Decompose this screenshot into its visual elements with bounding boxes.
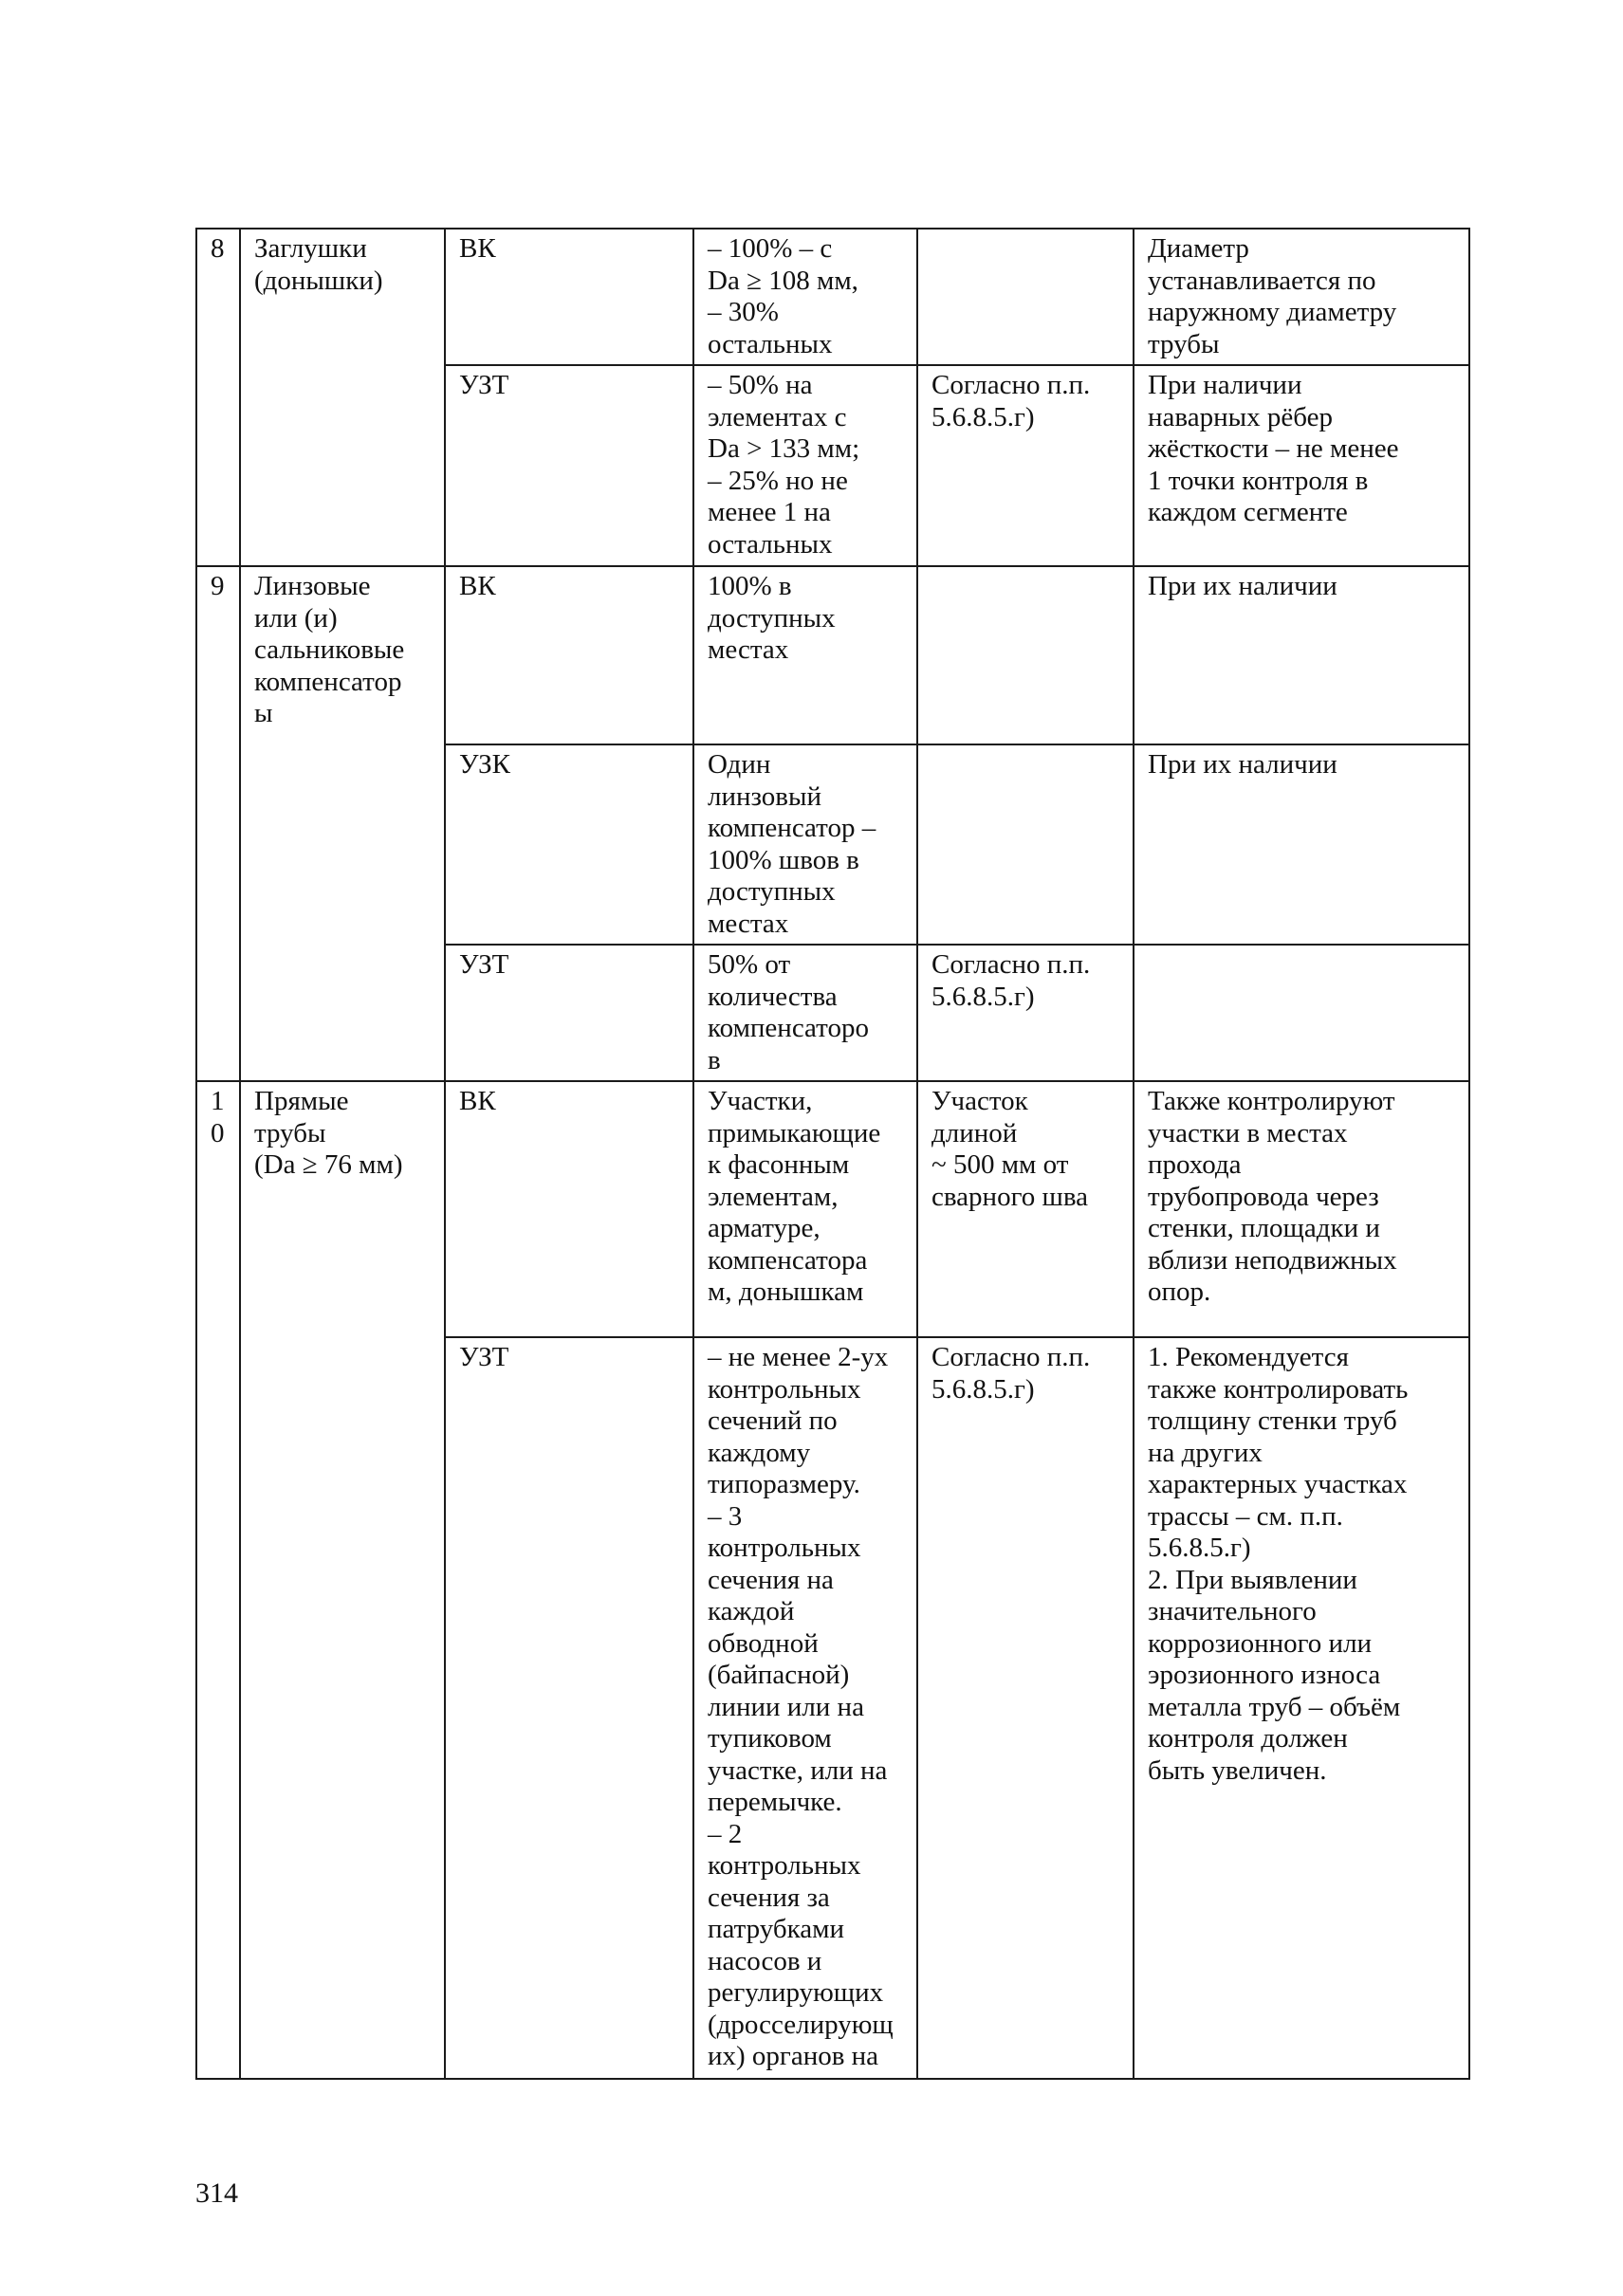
method-cell: УЗТ <box>445 365 693 566</box>
page-number: 314 <box>195 2177 238 2209</box>
notes-cell: 1. Рекомендуется также контролировать толщину стенки труб на других характерных участках трассы – см. п.п. 5.6.8.5.г) 2. При выявлении значительного коррозионного или эрозионного износа металла труб – объём контроля должен быть увеличен. <box>1134 1337 1469 2079</box>
notes-cell: При наличии наварных рёбер жёсткости – не менее 1 точки контроля в каждом сегменте <box>1134 365 1469 566</box>
table-row <box>196 566 1469 744</box>
notes-cell <box>1134 945 1469 1081</box>
norms-cell <box>917 566 1134 744</box>
norms-cell: Согласно п.п. 5.6.8.5.г) <box>917 365 1134 566</box>
norms-cell: Участок длиной ~ 500 мм от сварного шва <box>917 1081 1134 1337</box>
table-row <box>196 1081 1469 1337</box>
notes-cell: При их наличии <box>1134 566 1469 744</box>
method-cell: УЗК <box>445 744 693 945</box>
norms-cell: Согласно п.п. 5.6.8.5.г) <box>917 1337 1134 2079</box>
element-name: Заглушки (донышки) <box>240 229 445 566</box>
norms-cell <box>917 229 1134 365</box>
notes-cell: Диаметр устанавливается по наружному диаметру трубы <box>1134 229 1469 365</box>
row-number: 8 <box>196 229 240 566</box>
method-cell: УЗТ <box>445 1337 693 2079</box>
scope-cell: – 100% – с Da ≥ 108 мм, – 30% остальных <box>693 229 917 365</box>
method-cell: ВК <box>445 1081 693 1337</box>
notes-cell: Также контролируют участки в местах прохода трубопровода через стенки, площадки и вблизи неподвижных опор. <box>1134 1081 1469 1337</box>
element-name: Линзовые или (и) сальниковые компенсатор ы <box>240 566 445 1081</box>
row-number: 1 0 <box>196 1081 240 2079</box>
norms-cell: Согласно п.п. 5.6.8.5.г) <box>917 945 1134 1081</box>
notes-cell: При их наличии <box>1134 744 1469 945</box>
inspection-table <box>195 228 1470 2080</box>
method-cell: ВК <box>445 566 693 744</box>
element-name: Прямые трубы (Da ≥ 76 мм) <box>240 1081 445 2079</box>
scope-cell: 50% от количества компенсаторо в <box>693 945 917 1081</box>
norms-cell <box>917 744 1134 945</box>
scope-cell: 100% в доступных местах <box>693 566 917 744</box>
table-row <box>196 229 1469 365</box>
method-cell: ВК <box>445 229 693 365</box>
method-cell: УЗТ <box>445 945 693 1081</box>
scope-cell: – 50% на элементах с Da > 133 мм; – 25% но не менее 1 на остальных <box>693 365 917 566</box>
scope-cell: Участки, примыкающие к фасонным элементам, арматуре, компенсатора м, донышкам <box>693 1081 917 1337</box>
row-number: 9 <box>196 566 240 1081</box>
scope-cell: Один линзовый компенсатор – 100% швов в доступных местах <box>693 744 917 945</box>
scope-cell: – не менее 2-ух контрольных сечений по каждому типоразмеру. – 3 контрольных сечения на каждой обводной (байпасной) линии или на тупиковом участке, или на перемычке. – 2 контрольных сечения за патрубками насосов и регулирующих (дросселирующ их) органов на <box>693 1337 917 2079</box>
